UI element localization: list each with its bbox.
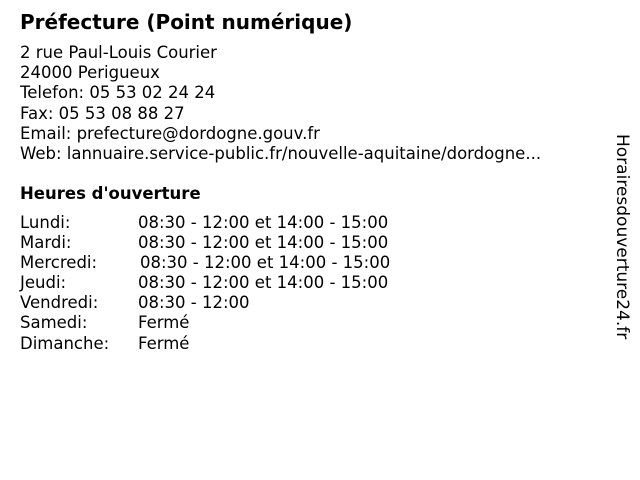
address-city: 24000 Perigueux	[20, 63, 160, 83]
time-value: 08:30 - 12:00	[138, 293, 250, 313]
time-value: 08:30 - 12:00 et 14:00 - 15:00	[140, 253, 391, 273]
day-label: Dimanche:	[20, 333, 110, 353]
day-label: Mardi:	[20, 233, 72, 253]
page-title: Préfecture (Point numérique)	[20, 10, 353, 34]
day-label: Jeudi:	[20, 273, 67, 293]
day-label: Vendredi:	[20, 293, 99, 313]
email-line: Email: prefecture@dordogne.gouv.fr	[20, 123, 320, 143]
contact-block	[20, 43, 541, 164]
time-value: 08:30 - 12:00 et 14:00 - 15:00	[138, 273, 389, 293]
fax-line: Fax: 05 53 08 88 27	[20, 103, 185, 123]
address-street: 2 rue Paul-Louis Courier	[20, 43, 217, 62]
web-line: Web: lannuaire.service-public.fr/nouvelle-aquitaine/dordogne...	[20, 143, 542, 163]
site-watermark: Horairesdouverture24.fr	[612, 134, 632, 340]
hours-title: Heures d'ouverture	[20, 184, 201, 203]
time-value: Fermé	[138, 313, 190, 333]
day-label: Samedi:	[20, 313, 88, 333]
day-label: Mercredi:	[20, 253, 98, 273]
time-value: 08:30 - 12:00 et 14:00 - 15:00	[138, 213, 389, 232]
time-value: 08:30 - 12:00 et 14:00 - 15:00	[138, 233, 389, 253]
day-label: Lundi:	[20, 213, 71, 232]
phone-line: Telefon: 05 53 02 24 24	[20, 83, 216, 103]
time-value: Fermé	[138, 333, 190, 353]
